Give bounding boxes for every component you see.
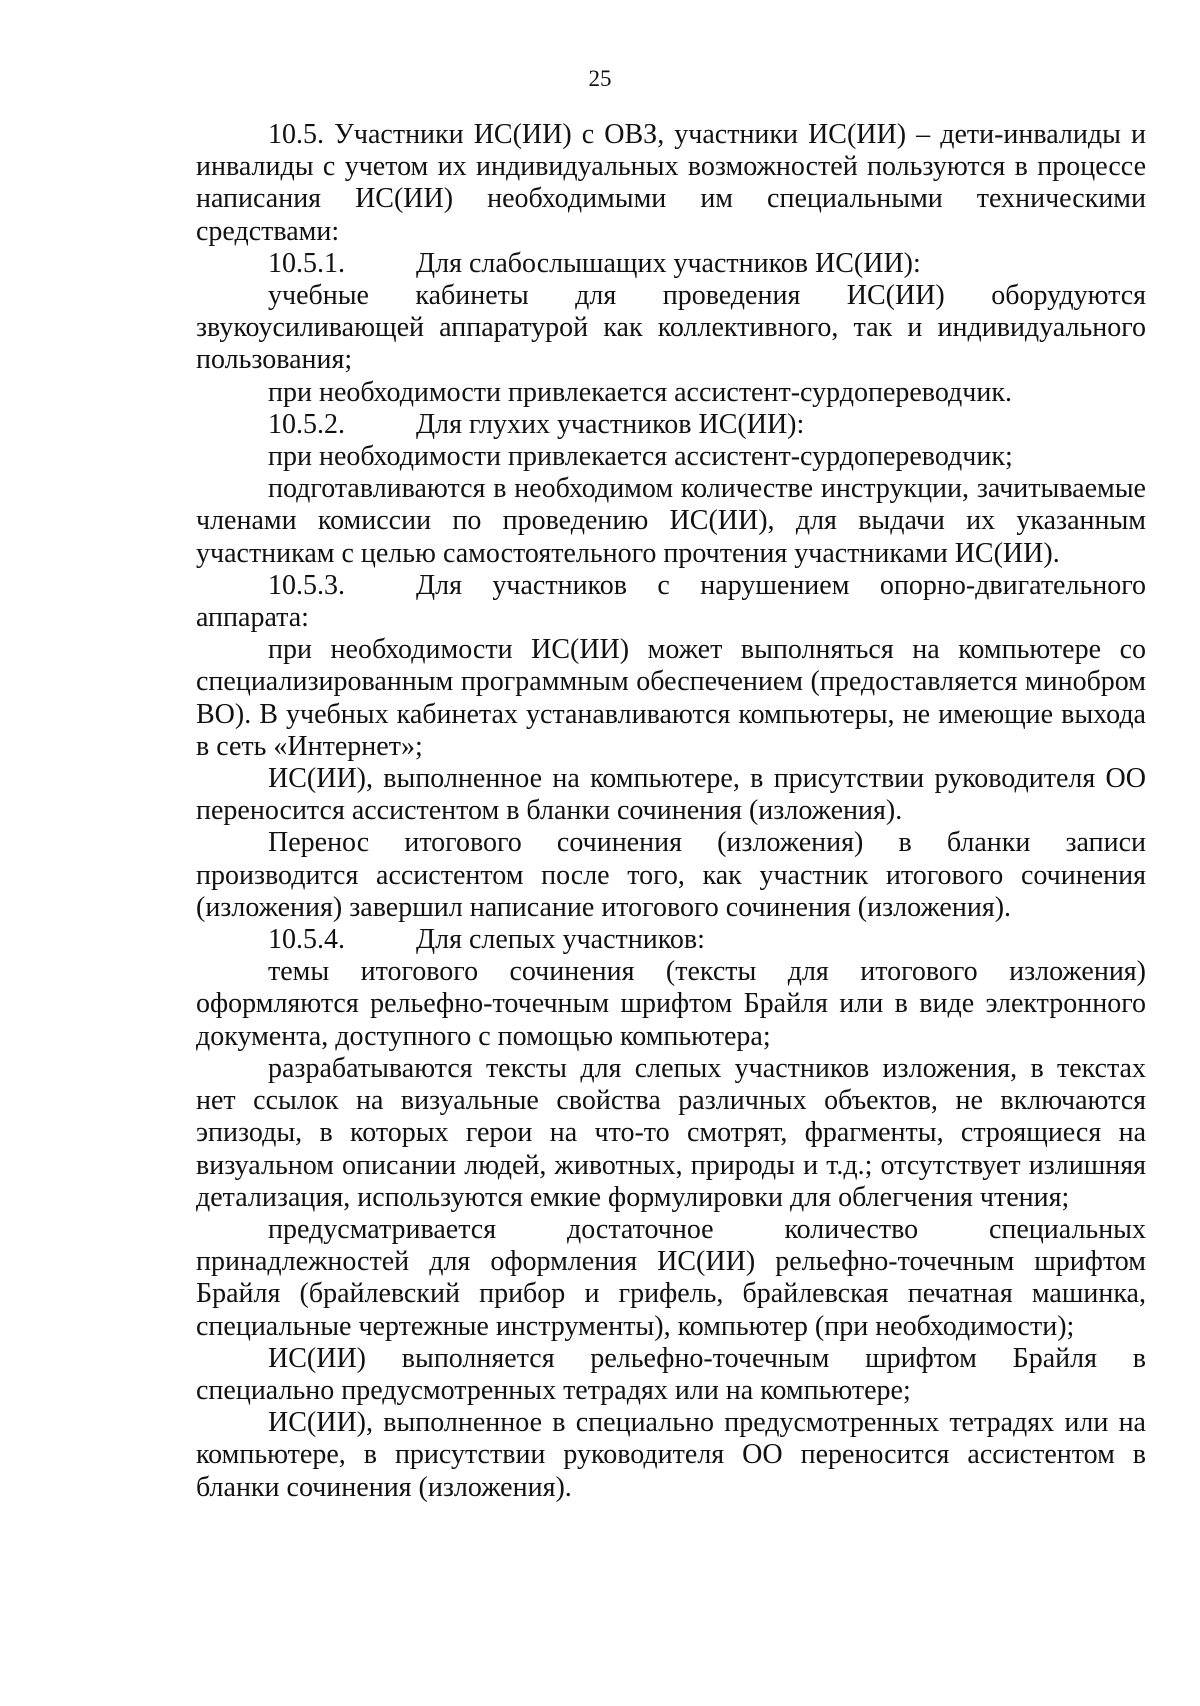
paragraph-10-5-4-e: ИС(ИИ), выполненное в специально предусмотренных тетрадях или на компьютере, в присутствии руководителя ОО переносится ассистентом в бланки сочинения (изложения). (196, 1407, 1146, 1503)
clause-number: 10.5.2. (268, 408, 345, 440)
paragraph-10-5-1-b: при необходимости привлекается ассистент-сурдопереводчик. (268, 376, 1012, 408)
paragraph-10-5-4-d: ИС(ИИ) выполняется рельефно-точечным шрифтом Брайля в специально предусмотренных тетрадях или на компьютере; (196, 1342, 1146, 1406)
clause-number: 10.5.1. (268, 247, 345, 279)
paragraph-10-5-3-b: ИС(ИИ), выполненное на компьютере, в присутствии руководителя ОО переносится ассистентом в бланки сочинения (изложения). (196, 763, 1146, 827)
clause-title: Для слабослышащих участников ИС(ИИ): (416, 247, 921, 279)
paragraph-10-5-4-b: разрабатываются тексты для слепых участников изложения, в текстах нет ссылок на визуальные свойства различных объектов, не включаются эпизоды, в которых герои на что-то смотрят, фрагменты, строящиеся на визуальном описании людей, животных, природы и т.д.; отсутствует излишняя детализация, используются емкие формулировки для облегчения чтения; (196, 1052, 1146, 1213)
heading-10-5-4 (196, 924, 1146, 956)
paragraph-10-5-4-c: предусматривается достаточное количество специальных принадлежностей для оформления ИС(ИИ) рельефно-точечным шрифтом Брайля (брайлевский прибор и грифель, брайлевская печатная машинка, специальные чертежные инструменты), компьютер (при необходимости); (196, 1213, 1146, 1342)
paragraph-10-5-4-a: темы итогового сочинения (тексты для итогового изложения) оформляются рельефно-точечным шрифтом Брайля или в виде электронного документа, доступного с помощью компьютера; (196, 956, 1146, 1052)
heading-10-5-3 (196, 570, 1146, 634)
paragraph-10-5-3-c: Перенос итогового сочинения (изложения) в бланки записи производится ассистентом после того, как участник итогового сочинения (изложения) завершил написание итогового сочинения (изложения). (196, 827, 1146, 923)
paragraph-10-5-1-a: учебные кабинеты для проведения ИС(ИИ) оборудуются звукоусиливающей аппаратурой как коллективного, так и индивидуального пользования; (196, 280, 1146, 376)
document-body (196, 119, 1146, 1504)
clause-title: Для участников с нарушением опорно-двигательного аппарата: (196, 569, 1146, 634)
clause-number: 10.5.4. (268, 924, 345, 956)
paragraph-10-5-2-b: подготавливаются в необходимом количестве инструкции, зачитываемые членами комиссии по проведению ИС(ИИ), для выдачи их указанным участникам с целью самостоятельного прочтения участниками ИС(ИИ). (196, 473, 1146, 569)
paragraph-10-5: 10.5. Участники ИС(ИИ) с ОВЗ, участники ИС(ИИ) – дети-инвалиды и инвалиды с учетом их индивидуальных возможностей пользуются в процессе написания ИС(ИИ) необходимыми им специальными техническими средствами: (196, 119, 1146, 247)
page-number: 25 (588, 66, 612, 91)
heading-10-5-1 (196, 248, 1146, 280)
clause-title: Для слепых участников: (416, 924, 705, 956)
clause-number: 10.5.3. (268, 569, 345, 601)
paragraph-10-5-3-a: при необходимости ИС(ИИ) может выполняться на компьютере со специализированным программным обеспечением (предоставляется минобром ВО). В учебных кабинетах устанавливаются компьютеры, не имеющие выхода в сеть «Интернет»; (196, 634, 1146, 762)
heading-10-5-2 (196, 409, 1146, 441)
clause-title: Для глухих участников ИС(ИИ): (416, 408, 805, 440)
paragraph-10-5-2-a: при необходимости привлекается ассистент-сурдопереводчик; (268, 441, 1013, 473)
